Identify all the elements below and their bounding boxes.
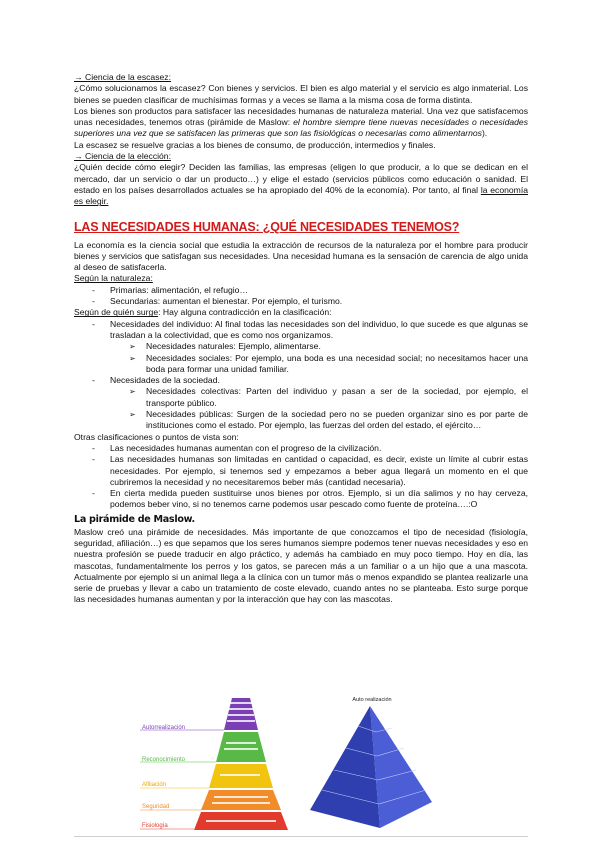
document-page: [74, 72, 528, 606]
list-item: ➢ Necesidades naturales: Ejemplo, alimentarse.: [74, 341, 528, 352]
top-label: Auto realización: [352, 697, 392, 703]
list-item: - Las necesidades humanas son limitadas en cantidad o capacidad, es decir, existe un límite al cubrir estas necesidades. Por ejemplo, si tenemos sed y empezamos a beber agua llegará un momento en el que cubriremos la necesidad y no necesitaremos beber más (cantidad necesaria).: [74, 454, 528, 488]
pyramid-face-right: [370, 706, 432, 828]
pyramid-tier-4: [201, 790, 281, 810]
scarcity-paragraph-1: ¿Cómo solucionamos la escasez? Con bienes y servicios. El bien es algo material y el servicio es algo inmaterial. Los bienes se pueden clasificar de muchísimas formas y a veces se llama a la misma cosa de forma distinta.: [74, 83, 528, 105]
other-label: Otras clasificaciones o puntos de vista son:: [74, 431, 239, 442]
nature-label: Según la naturaleza:: [74, 273, 153, 284]
list-item: ➢ Necesidades sociales: Por ejemplo, una boda es una necesidad social; no necesitamos hacer una boda para formar una unidad familiar.: [74, 353, 528, 376]
scarcity-paragraph-3: La escasez se resuelve gracias a los bienes de consumo, de producción, intermedios y finales.: [74, 139, 436, 150]
pyramid-face-left: [310, 706, 380, 828]
maslow-paragraph: Maslow creó una pirámide de necesidades. Más importante de que conozcamos el tipo de necesidad (fisiología, seguridad, afiliación…) es que sepamos que los seres humanos siempre podemos tener nuevas necesidades y eso en nuestra profesión se puede traducir en algo práctico, y además ha cambiado en muy poco tiempo. Hoy en día, las mascotas, fundamentalmente los perros y los gatos, se parecen más a un familiar o a un hijo que a una mascota. Actualmente por ejemplo si un animal llega a la clínica con un tumor más o menos expandido se plantea realizarle una serie de pruebas y llevar a cabo un tratamiento de coste elevado, cuando antes no se planteaba. Esto surge porque las necesidades humanas aumentan y por la interacción que hay con las mascotas.: [74, 526, 528, 605]
other-list: [74, 443, 528, 511]
pyramid-tier-2: [216, 732, 266, 762]
level-label: Afiliación: [142, 782, 167, 788]
level-label: Reconocimiento: [142, 757, 186, 763]
nature-list: [74, 285, 528, 308]
scarcity-heading: → Ciencia de la escasez:: [74, 72, 171, 82]
scarcity-paragraph-2: Los bienes son productos para satisfacer las necesidades humanas de naturaleza material. Una vez que satisfacemos unas necesidades, tenemos otras (pirámide de Maslow: el hombre siempre tiene nuevas necesidades o necesidades superiores una vez que se satisfacen las primeras que son las fisiológicas o necesarias como alimentarnos).: [74, 105, 529, 139]
level-label: Fisiología: [142, 823, 168, 829]
needs-intro: La economía es la ciencia social que estudia la extracción de recursos de la naturaleza por el hombre para producir bienes y servicios que satisfagan sus necesidades. Una necesidad humana es la sensación de carencia de algo unida al deseo de satisfacerla.: [74, 239, 528, 273]
divider: [74, 836, 528, 837]
list-item: ➢ Necesidades públicas: Surgen de la sociedad pero no se pueden organizar sino es por parte de instituciones como el estado. Por ejemplo, las fuerzas del orden del estado, el ejército…: [74, 409, 528, 432]
list-item: ➢ Necesidades colectivas: Parten del individuo y pasan a ser de la sociedad, por ejemplo, el transporte público.: [74, 386, 528, 409]
list-item: - Las necesidades humanas aumentan con el progreso de la civilización.: [74, 443, 528, 454]
level-label: Seguridad: [142, 804, 170, 810]
maslow-pyramid-right: [310, 697, 432, 828]
list-item: - Necesidades del individuo: Al final todas las necesidades son del individuo, lo que sucede es que algunas se trasladan a la colectividad, que es como nos organizamos.: [74, 319, 528, 342]
maslow-pyramid-left: [140, 698, 288, 830]
list-item: - En cierta medida pueden sustituirse unos bienes por otros. Ejemplo, si un día salimos y no hay cerveza, podemos beber vino, si no tenemos carne podemos usar pescado como fuente de proteína….:O: [74, 488, 528, 511]
maslow-title: La pirámide de Maslow.: [74, 513, 195, 525]
choice-paragraph: ¿Quién decide cómo elegir? Deciden las familias, las empresas (eligen lo que producir, a lo que se dedican en el mercado, dar un servicio o dar un producto…) y elige el estado (servicios públicos como educación o sanidad. El estado en los países desarrollados actuales se ha apropiado del 40% de la economía). Por tanto, al final la economía es elegir.: [74, 162, 528, 207]
level-label: Autorrealización: [142, 725, 186, 731]
choice-heading: → Ciencia de la elección:: [74, 151, 171, 162]
who-list: [74, 319, 528, 432]
list-item: - Primarias: alimentación, el refugio…: [74, 285, 528, 296]
maslow-figures: [140, 692, 470, 830]
needs-section-title: LAS NECESIDADES HUMANAS: ¿QUÉ NECESIDADES TENEMOS?: [74, 219, 460, 234]
who-label: Según de quién surge: Hay alguna contradicción en la clasificación:: [74, 307, 332, 318]
list-item: - Secundarias: aumentan el bienestar. Por ejemplo, el turismo.: [74, 296, 528, 307]
list-item: - Necesidades de la sociedad.: [74, 375, 528, 386]
